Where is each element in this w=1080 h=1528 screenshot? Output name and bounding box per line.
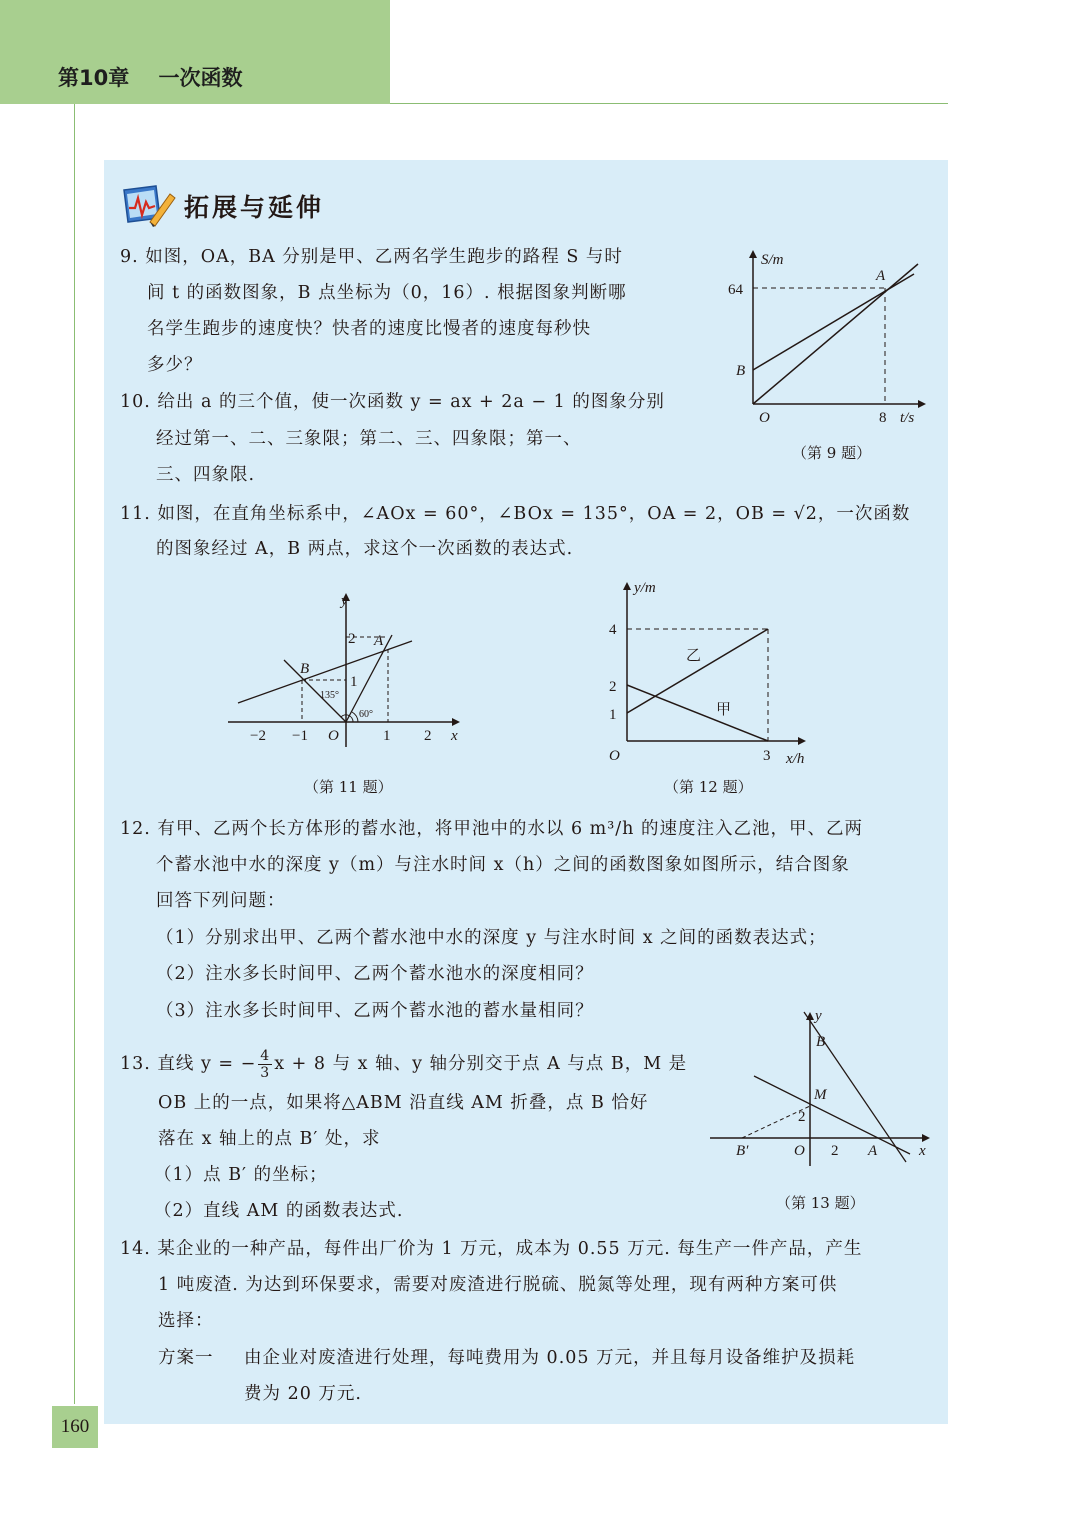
problem-14-line-1: 14. 某企业的一种产品，每件出厂价为 1 万元，成本为 0.55 万元. 每生产一件产品，产生 [120,1239,863,1259]
fig9-line-ba [753,274,914,370]
fig12-series-jia-line [627,685,768,741]
figure-12-chart [596,574,830,772]
fig11-tick-x-1: 1 [383,728,391,744]
fig12-y-label: y/m [634,580,656,596]
fig9-origin: O [759,410,770,426]
problem-10-line-2: 经过第一、二、三象限；第二、三、四象限；第一、 [156,429,582,449]
figure-9 [712,244,932,434]
problem-13-question-2: （2）直线 AM 的函数表达式. [154,1201,404,1221]
fig9-tick-x: 8 [879,410,887,426]
fig11-tick-x-neg1: −1 [292,728,308,744]
fig13-x-label: x [919,1143,926,1159]
problem-10-line-1: 10. 给出 a 的三个值，使一次函数 y = ax + 2a − 1 的图象分别 [120,392,665,412]
problem-12-line-2: 个蓄水池中水的深度 y（m）与注水时间 x（h）之间的函数图象如图所示，结合图象 [156,855,850,875]
problem-13-question-1: （1）点 B′ 的坐标； [154,1165,328,1185]
fig9-tick-y: 64 [728,282,743,298]
fig9-label-a: A [876,268,886,284]
problem-12-question-1: （1）分别求出甲、乙两个蓄水池中水的深度 y 与注水时间 x 之间的函数表达式； [156,928,827,948]
section-title: 拓展与延伸 [184,193,325,222]
problem-13-fraction [258,1048,272,1081]
problem-13-line-3: 落在 x 轴上的点 B′ 处，求 [158,1129,381,1149]
problem-13-eq-start: 13. 直线 y = − [120,1054,257,1074]
problem-14-plan-1-line-1: 由企业对废渣进行处理，每吨费用为 0.05 万元，并且每月设备维护及损耗 [244,1348,856,1368]
figure-11 [222,585,472,755]
fig12-origin: O [609,748,620,764]
fig12-tick-y-1: 1 [609,707,617,723]
chapter-title: 第10章 一次函数 [58,66,243,90]
fig13-label-a: A [868,1143,878,1159]
fig13-origin: O [794,1143,805,1159]
problem-12-line-1: 12. 有甲、乙两个长方体形的蓄水池，将甲池中的水以 6 m³/h 的速度注入乙池，甲、乙两 [120,819,863,839]
fig12-y-arrow [623,582,631,590]
fig11-label-a: A [374,633,384,649]
problem-13-line-2: OB 上的一点，如果将△ABM 沿直线 AM 折叠，点 B 恰好 [158,1093,649,1113]
fig12-tick-y-2: 2 [609,679,617,695]
fig11-angle-135: 135° [320,690,339,701]
figure-13 [706,1004,936,1172]
problem-9-line-1: 9. 如图，OA，BA 分别是甲、乙两名学生跑步的路程 S 与时 [120,247,623,267]
fig13-tick-x-2: 2 [831,1143,839,1159]
fig11-tick-y-2: 2 [348,631,356,647]
fig13-y-label: y [815,1008,822,1024]
fig13-x-arrow [922,1134,930,1142]
fig9-line-oa [753,264,918,404]
problem-14-line-3: 选择： [158,1311,214,1331]
fig13-label-m: M [814,1087,827,1103]
page-number: 160 [52,1406,98,1448]
fig13-tick-y-2: 2 [798,1109,806,1125]
fig12-label-yi: 乙 [686,648,702,664]
fig12-tick-x-3: 3 [763,748,771,764]
problem-9-line-2: 间 t 的函数图象，B 点坐标为（0，16）. 根据图象判断哪 [147,283,627,303]
problem-13-eq-end: x + 8 与 x 轴、y 轴分别交于点 A 与点 B，M 是 [274,1054,688,1074]
fig12-x-arrow [798,737,806,745]
problem-14-line-2: 1 吨废渣. 为达到环保要求，需要对废渣进行脱硫、脱氮等处理，现有两种方案可供 [158,1275,838,1295]
problem-12-question-2: （2）注水多长时间甲、乙两个蓄水池水的深度相同？ [156,964,594,984]
problem-9-line-3: 名学生跑步的速度快？快者的速度比慢者的速度每秒快 [147,319,591,339]
problem-12-question-3: （3）注水多长时间甲、乙两个蓄水池的蓄水量相同？ [156,1001,594,1021]
fig11-tick-y-1: 1 [350,674,358,690]
fig12-x-label: x/h [786,751,805,767]
figure-12-caption: （第 12 题） [664,778,753,796]
header-rule [390,103,948,104]
margin-line [74,104,75,1404]
fig11-origin: O [328,728,339,744]
problem-11-line-2: 的图象经过 A，B 两点，求这个一次函数的表达式. [156,539,574,559]
problem-12-line-3: 回答下列问题： [156,891,286,911]
fig9-label-b: B [736,363,746,379]
fig12-series-yi-line [627,629,768,713]
fig9-x-label: t/s [900,410,915,426]
fig9-y-label: S/m [761,252,784,268]
fig11-tick-x-neg2: −2 [250,728,266,744]
problem-14-plan-1-line-2: 费为 20 万元. [244,1384,362,1404]
waveform-pencil-icon [120,182,178,228]
fig9-y-arrow [749,250,757,258]
problem-9-line-4: 多少？ [147,355,203,375]
fig12-label-jia: 甲 [716,702,732,718]
fig11-label-b: B [300,661,310,677]
fig12-tick-y-4: 4 [609,622,617,638]
fig11-tick-x-2: 2 [424,728,432,744]
problem-14-plan-1-label: 方案一 [158,1348,214,1368]
fig9-x-arrow [918,400,926,408]
fraction-denominator: 3 [260,1065,271,1081]
fig11-angle-60: 60° [359,709,373,720]
problem-10-line-3: 三、四象限. [156,465,256,485]
problem-13-line-1 [120,1048,687,1081]
fig11-y-label: y [341,593,348,609]
figure-11-caption: （第 11 题） [304,778,393,796]
fig11-x-arrow [452,718,460,726]
figure-9-caption: （第 9 题） [792,444,872,462]
fraction-numerator: 4 [260,1048,271,1064]
problem-11-line-1: 11. 如图，在直角坐标系中，∠AOx = 60°，∠BOx = 135°，OA = 2，OB = √2，一次函数 [120,504,911,524]
fig13-label-bprime: B′ [736,1143,749,1159]
figure-13-caption: （第 13 题） [776,1194,865,1212]
fig11-x-label: x [451,728,458,744]
fig13-label-b: B [816,1034,826,1050]
